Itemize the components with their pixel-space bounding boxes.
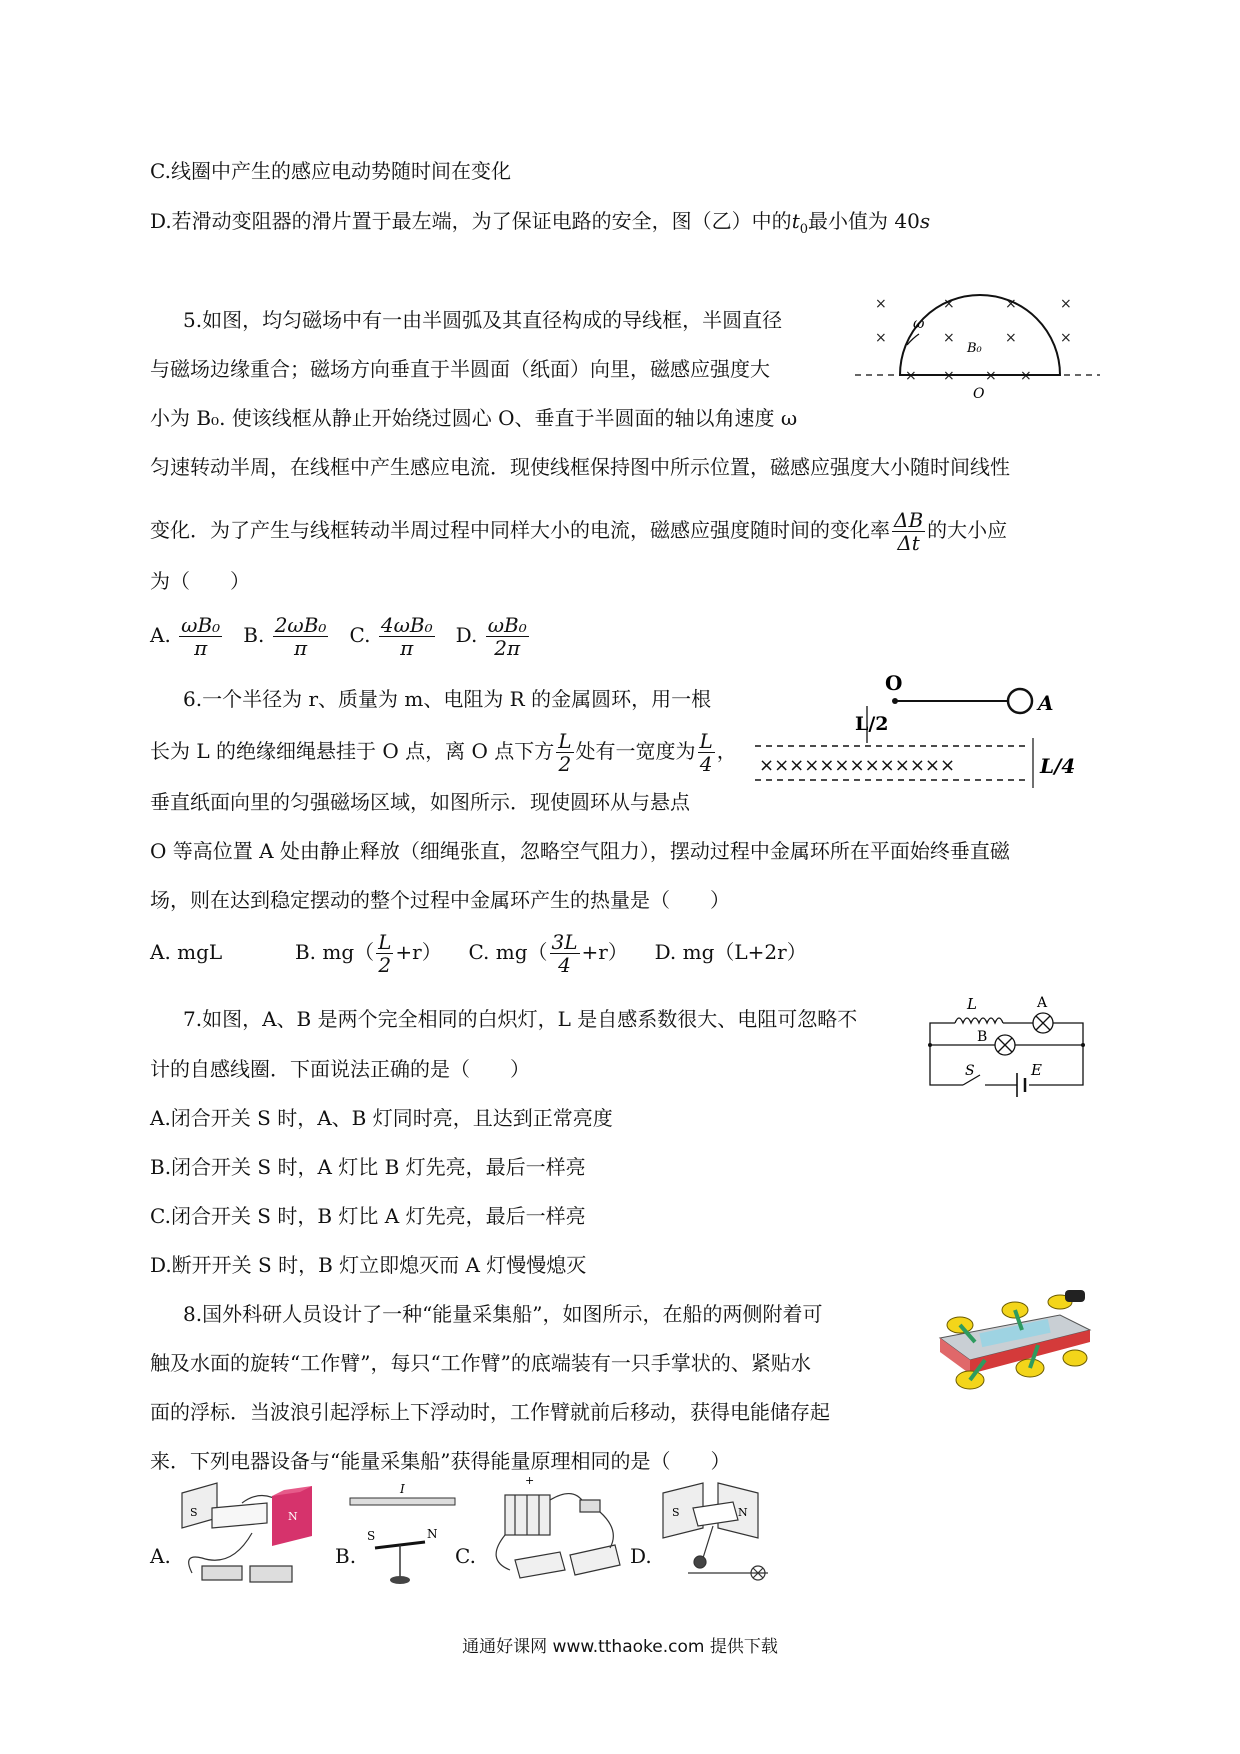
q6-text-3: ， bbox=[716, 739, 737, 763]
svg-text:×××××××××××××: ××××××××××××× bbox=[759, 755, 956, 776]
figure-q7-l: L bbox=[967, 995, 977, 1013]
q8-line-3: 面的浮标．当波浪引起浮标上下浮动时，工作臂就前后移动，获得电能储存起 bbox=[150, 1400, 830, 1424]
figure-q8d-s: S bbox=[672, 1506, 680, 1519]
svg-text:×: × bbox=[1020, 368, 1032, 384]
figure-q6-pendulum bbox=[755, 668, 1090, 798]
q5-option-d: $\frac{\text{ωB₀}}{2\pi}$ bbox=[487, 613, 527, 660]
q6-options bbox=[150, 925, 807, 979]
q6-option-d: D. mg（L+2r） bbox=[654, 940, 807, 964]
q6-text: 长为 L 的绝缘细绳悬挂于 O 点，离 O 点下方 bbox=[150, 739, 555, 763]
q7-line-2: 计的自感线圈．下面说法正确的是（ ） bbox=[150, 1057, 530, 1081]
q6-option-b-frac: $\frac{L}{2}$ bbox=[378, 930, 392, 977]
q6-line-5: 场，则在达到稳定摆动的整个过程中金属环产生的热量是（ ） bbox=[150, 888, 730, 912]
rate-fraction: $\frac{\Delta B}{\Delta t}$ bbox=[894, 508, 924, 555]
q7-option-c: C.闭合开关 S 时，B 灯比 A 灯先亮，最后一样亮 bbox=[150, 1204, 586, 1228]
q6-option-c-tail: +r） bbox=[581, 940, 628, 964]
q6-frac-l2: $\frac{L}{2}$ bbox=[558, 729, 572, 776]
figure-q8a-s: S bbox=[190, 1506, 198, 1519]
option-d-text: D.若滑动变阻器的滑片置于最左端，为了保证电路的安全，图（乙）中的 bbox=[150, 209, 792, 233]
q5-option-a-label: A. bbox=[150, 623, 171, 647]
q5-line-5 bbox=[150, 502, 1007, 558]
svg-text:×: × bbox=[875, 296, 887, 312]
figure-q8a-n: N bbox=[288, 1510, 298, 1523]
q6-line-1: 6.一个半径为 r、质量为 m、电阻为 R 的金属圆环，用一根 bbox=[183, 687, 712, 711]
q6-line-2 bbox=[150, 725, 737, 777]
q6-text-2: 处有一宽度为 bbox=[575, 739, 696, 763]
q5-option-b: $\frac{\text{2ωB₀}}{\pi}$ bbox=[274, 613, 327, 660]
figure-q5-b0: B₀ bbox=[967, 341, 982, 356]
svg-text:×: × bbox=[905, 368, 917, 384]
q5-line-6: 为（ ） bbox=[150, 569, 250, 593]
figure-q8-energy-boat bbox=[930, 1280, 1095, 1395]
q6-option-b: B. mg（ bbox=[294, 940, 375, 964]
q7-option-a: A.闭合开关 S 时，A、B 灯同时亮，且达到正常亮度 bbox=[150, 1106, 613, 1130]
option-c-q4: C.线圈中产生的感应电动势随时间在变化 bbox=[150, 159, 511, 183]
q8-option-c-label: C. bbox=[455, 1544, 476, 1568]
q7-option-d: D.断开开关 S 时，B 灯立即熄灭而 A 灯慢慢熄灭 bbox=[150, 1253, 587, 1277]
figure-q7-s: S bbox=[965, 1063, 975, 1079]
q6-frac-l4: $\frac{L}{4}$ bbox=[699, 729, 713, 776]
q5-line-2: 与磁场边缘重合；磁场方向垂直于半圆面（纸面）向里，磁感应强度大 bbox=[150, 357, 770, 381]
svg-text:×: × bbox=[943, 368, 955, 384]
q6-option-a: A. mgL bbox=[150, 940, 223, 964]
q5-line-4: 匀速转动半周，在线框中产生感应电流．现使线框保持图中所示位置，磁感应强度大小随时间线性 bbox=[150, 455, 1010, 479]
option-d-q4 bbox=[150, 207, 930, 244]
q5-option-b-label: B. bbox=[243, 623, 265, 647]
q5-option-a: $\frac{\text{ωB₀}}{\pi}$ bbox=[181, 613, 221, 660]
t-symbol: t bbox=[791, 209, 800, 233]
q5-option-c-label: C. bbox=[349, 623, 371, 647]
q8-line-2: 触及水面的旋转“工作臂”，每只“工作臂”的底端装有一只手掌状的、紧贴水 bbox=[150, 1351, 811, 1375]
figure-q7-a: A bbox=[1037, 995, 1048, 1011]
figure-q7-e: E bbox=[1031, 1061, 1042, 1079]
figure-q8b-i: I bbox=[400, 1482, 405, 1496]
figure-q5-semicircle bbox=[855, 290, 1100, 410]
figure-q8-option-d bbox=[658, 1478, 778, 1590]
svg-text:×: × bbox=[875, 330, 887, 346]
svg-text:×: × bbox=[985, 368, 997, 384]
figure-q7-circuit bbox=[925, 985, 1090, 1100]
q6-option-b-tail: +r） bbox=[395, 940, 442, 964]
q6-option-c-frac: $\frac{3L}{4}$ bbox=[551, 930, 578, 977]
figure-q6-a: A bbox=[1038, 691, 1054, 715]
unit-s: s bbox=[919, 209, 931, 233]
q6-option-c: C. mg（ bbox=[468, 940, 548, 964]
figure-q8-option-a bbox=[172, 1478, 322, 1590]
figure-q5-omega: ω bbox=[913, 316, 925, 332]
svg-text:×: × bbox=[1005, 296, 1017, 312]
t-subscript: 0 bbox=[799, 222, 809, 237]
q5-line-3: 小为 B₀. 使该线框从静止开始绕过圆心 O、垂直于半圆面的轴以角速度 ω bbox=[150, 406, 798, 430]
figure-q5-o: O bbox=[973, 386, 985, 402]
svg-text:×: × bbox=[1060, 330, 1072, 346]
q7-option-b: B.闭合开关 S 时，A 灯比 B 灯先亮，最后一样亮 bbox=[150, 1155, 586, 1179]
svg-text:×: × bbox=[943, 330, 955, 346]
figure-q6-l4: L/4 bbox=[1040, 754, 1076, 778]
svg-text:×: × bbox=[1060, 296, 1072, 312]
q8-option-b-label: B. bbox=[335, 1544, 357, 1568]
q5-text: 变化．为了产生与线框转动半周过程中同样大小的电流，磁感应强度随时间的变化率 bbox=[150, 518, 890, 542]
svg-text:×: × bbox=[1005, 330, 1017, 346]
q5-option-c: $\frac{\text{4ωB₀}}{\pi}$ bbox=[380, 613, 433, 660]
q5-text-2: 的大小应 bbox=[927, 518, 1008, 542]
svg-text:×: × bbox=[943, 296, 955, 312]
figure-q8d-n: N bbox=[738, 1506, 748, 1519]
option-d-text-2: 最小值为 40 bbox=[808, 209, 920, 233]
figure-q6-l2: L/2 bbox=[855, 713, 889, 735]
svg-text:+: + bbox=[525, 1474, 535, 1487]
q7-line-1: 7.如图，A、B 是两个完全相同的白炽灯，L 是自感系数很大、电阻可忽略不 bbox=[183, 1007, 858, 1031]
figure-q8b-n: N bbox=[427, 1527, 438, 1541]
figure-q7-b: B bbox=[977, 1029, 988, 1045]
q5-options bbox=[150, 610, 531, 660]
q5-line-1: 5.如图，均匀磁场中有一由半圆弧及其直径构成的导线框，半圆直径 bbox=[183, 308, 783, 332]
q5-option-d-label: D. bbox=[455, 623, 478, 647]
figure-q8-option-c bbox=[485, 1470, 625, 1590]
q6-line-3: 垂直纸面向里的匀强磁场区域，如图所示．现使圆环从与悬点 bbox=[150, 790, 690, 814]
q8-line-1: 8.国外科研人员设计了一种“能量采集船”，如图所示，在船的两侧附着可 bbox=[183, 1302, 823, 1326]
q8-line-4: 来．下列电器设备与“能量采集船”获得能量原理相同的是（ ） bbox=[150, 1449, 731, 1473]
figure-q8-option-b bbox=[345, 1478, 460, 1590]
q8-option-a-label: A. bbox=[150, 1544, 171, 1568]
q6-line-4: O 等高位置 A 处由静止释放（细绳张直，忽略空气阻力），摆动过程中金属环所在平面始终垂直磁 bbox=[150, 839, 1010, 863]
page-footer: 通通好课网 www.tthaoke.com 提供下载 bbox=[462, 1637, 778, 1657]
figure-q8b-s: S bbox=[367, 1529, 376, 1543]
q8-option-d-label: D. bbox=[630, 1544, 652, 1568]
figure-q6-o: O bbox=[885, 671, 903, 695]
